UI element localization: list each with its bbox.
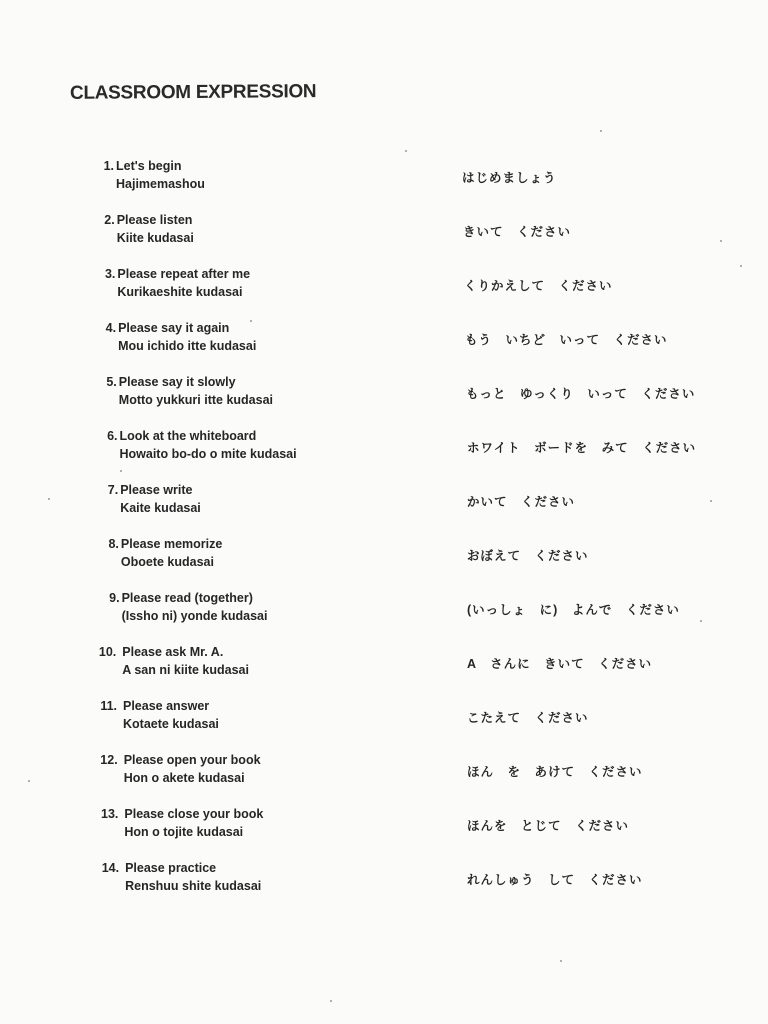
romaji-phrase: Kiite kudasai xyxy=(116,231,194,245)
romaji-phrase: Kaite kudasai xyxy=(120,501,201,515)
romaji-phrase: Howaito bo-do o mite kudasai xyxy=(119,447,297,461)
english-phrase: Let's begin xyxy=(116,159,182,173)
scan-speck xyxy=(720,240,722,242)
scan-speck xyxy=(710,500,712,502)
item-number: 9. xyxy=(109,591,120,605)
english-phrase: Please memorize xyxy=(120,537,223,551)
japanese-phrase: おぼえて ください xyxy=(467,549,589,563)
item-number: 4. xyxy=(105,321,117,335)
scan-speck xyxy=(560,960,562,962)
scan-speck xyxy=(120,470,122,472)
romaji-phrase: Kotaete kudasai xyxy=(123,717,219,731)
romaji-phrase: Hajimemashou xyxy=(116,177,205,191)
english-phrase: Look at the whiteboard xyxy=(119,429,257,443)
scan-speck xyxy=(250,320,252,322)
english-phrase: Please say it slowly xyxy=(118,375,236,389)
japanese-phrase: かいて ください xyxy=(467,495,576,509)
item-number: 13. xyxy=(101,807,119,821)
romaji-phrase: (Issho ni) yonde kudasai xyxy=(121,609,268,623)
japanese-phrase: こたえて ください xyxy=(467,711,589,725)
item-number: 3. xyxy=(104,267,116,281)
japanese-phrase: A さんに きいて ください xyxy=(467,657,653,671)
page-title: CLASSROOM EXPRESSION xyxy=(69,81,317,104)
japanese-phrase: もっと ゆっくり いって ください xyxy=(466,387,696,401)
scan-speck xyxy=(740,265,742,267)
japanese-phrase: きいて ください xyxy=(463,225,572,239)
english-phrase: Please ask Mr. A. xyxy=(122,645,224,659)
romaji-phrase: Oboete kudasai xyxy=(120,555,214,569)
item-number: 12. xyxy=(100,753,118,767)
english-phrase: Please say it again xyxy=(118,321,230,335)
romaji-phrase: A san ni kiite kudasai xyxy=(122,663,249,677)
english-phrase: Please write xyxy=(120,483,193,497)
scan-speck xyxy=(330,1000,332,1002)
japanese-phrase: はじめましょう xyxy=(462,171,557,185)
english-phrase: Please read (together) xyxy=(121,591,253,605)
item-number: 8. xyxy=(108,537,119,551)
item-number: 10. xyxy=(98,645,117,659)
item-number: 6. xyxy=(107,429,118,443)
romaji-phrase: Kurikaeshite kudasai xyxy=(117,285,243,299)
japanese-phrase: れんしゅう して ください xyxy=(467,873,643,887)
romaji-phrase: Renshuu shite kudasai xyxy=(125,879,262,893)
english-phrase: Please open your book xyxy=(123,753,261,767)
scan-speck xyxy=(700,620,702,622)
japanese-phrase: (いっしょ に) よんで ください xyxy=(467,603,680,617)
japanese-phrase: くりかえして ください xyxy=(464,279,613,293)
english-phrase: Please repeat after me xyxy=(117,267,251,281)
japanese-phrase: もう いちど いって ください xyxy=(465,333,668,347)
romaji-phrase: Mou ichido itte kudasai xyxy=(118,339,257,353)
scan-speck xyxy=(28,780,30,782)
english-phrase: Please practice xyxy=(125,861,217,875)
english-phrase: Please listen xyxy=(116,213,193,227)
romaji-phrase: Motto yukkuri itte kudasai xyxy=(118,393,273,407)
item-number: 14. xyxy=(101,861,120,875)
romaji-phrase: Hon o akete kudasai xyxy=(123,771,245,785)
scan-speck xyxy=(405,150,407,152)
english-phrase: Please close your book xyxy=(124,807,264,821)
scan-speck xyxy=(48,498,50,500)
scan-speck xyxy=(600,130,602,132)
item-number: 2. xyxy=(104,213,115,227)
item-number: 5. xyxy=(106,375,117,389)
japanese-phrase: ホワイト ボードを みて ください xyxy=(467,441,697,455)
item-number: 1. xyxy=(103,159,114,173)
japanese-phrase: ほん を あけて ください xyxy=(467,765,643,779)
japanese-phrase: ほんを とじて ください xyxy=(467,819,630,833)
romaji-phrase: Hon o tojite kudasai xyxy=(124,825,244,839)
item-number: 7. xyxy=(107,483,119,497)
english-phrase: Please answer xyxy=(123,699,210,713)
item-number: 11. xyxy=(100,699,117,713)
